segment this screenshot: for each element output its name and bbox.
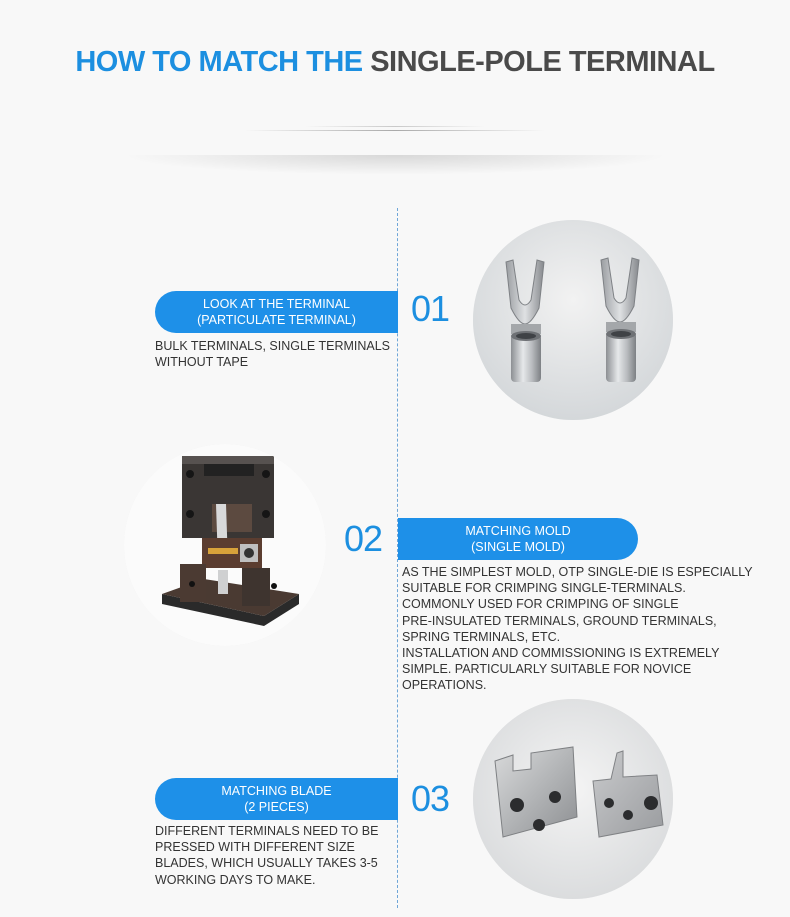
step-2-desc-line: COMMONLY USED FOR CRIMPING OF SINGLE <box>402 597 679 612</box>
step-1-desc-line: BULK TERMINALS, SINGLE TERMINALS <box>155 339 391 353</box>
step-2-desc-line: INSTALLATION AND COMMISSIONING IS EXTREMELY <box>402 646 720 661</box>
step-3-label-line1: MATCHING BLADE <box>221 784 332 798</box>
step-2-desc-line: SIMPLE. PARTICULARLY SUITABLE FOR NOVICE <box>402 662 692 677</box>
step-1-number: 01 <box>411 288 450 329</box>
title-underline <box>245 130 545 131</box>
terminal-photo <box>473 220 673 420</box>
step-2-desc-line: AS THE SIMPLEST MOLD, OTP SINGLE-DIE IS ESPECIALLY <box>402 565 753 579</box>
mold-photo <box>124 444 326 646</box>
step-3-desc-line: BLADES, WHICH USUALLY TAKES 3-5 <box>155 856 378 871</box>
step-1-label-line1: LOOK AT THE TERMINAL <box>202 297 351 311</box>
step-3-number: 03 <box>411 778 450 819</box>
step-3-desc-line: DIFFERENT TERMINALS NEED TO BE <box>155 824 379 838</box>
step-3-desc-line: PRESSED WITH DIFFERENT SIZE <box>155 840 355 855</box>
step-1-desc-line: WITHOUT TAPE <box>155 355 249 370</box>
blade-pair-image <box>473 699 673 899</box>
step-2-description <box>402 564 753 694</box>
page-title <box>0 46 790 79</box>
step-3-desc-line: WORKING DAYS TO MAKE. <box>155 872 316 887</box>
title-grey-part: SINGLE-POLE TERMINAL <box>370 46 715 78</box>
step-3-description <box>155 823 378 888</box>
step-1-description <box>155 338 390 370</box>
step-2-label-line1: MATCHING MOLD <box>465 524 571 538</box>
step-3-label-line2: (2 PIECES) <box>244 800 309 814</box>
step-3-label-pill <box>155 778 398 820</box>
title-shadow <box>120 155 670 175</box>
blade-photo <box>473 699 673 899</box>
step-2-desc-line: OPERATIONS. <box>402 678 487 693</box>
single-mold-image <box>124 444 326 646</box>
step-2-desc-line: SPRING TERMINALS, ETC. <box>402 629 561 644</box>
step-1-label-line2: (PARTICULATE TERMINAL) <box>197 313 356 327</box>
fork-terminal-image <box>473 220 673 420</box>
step-2-desc-line: PRE-INSULATED TERMINALS, GROUND TERMINALS, <box>402 613 717 628</box>
title-blue-part: HOW TO MATCH THE <box>75 46 363 78</box>
step-2-desc-line: SUITABLE FOR CRIMPING SINGLE-TERMINALS. <box>402 581 686 596</box>
step-2-label-line2: (SINGLE MOLD) <box>471 540 565 554</box>
step-2-label-pill <box>398 518 638 560</box>
title-underline-short <box>305 126 485 127</box>
step-2-number: 02 <box>344 518 383 559</box>
step-1-label-pill <box>155 291 398 333</box>
